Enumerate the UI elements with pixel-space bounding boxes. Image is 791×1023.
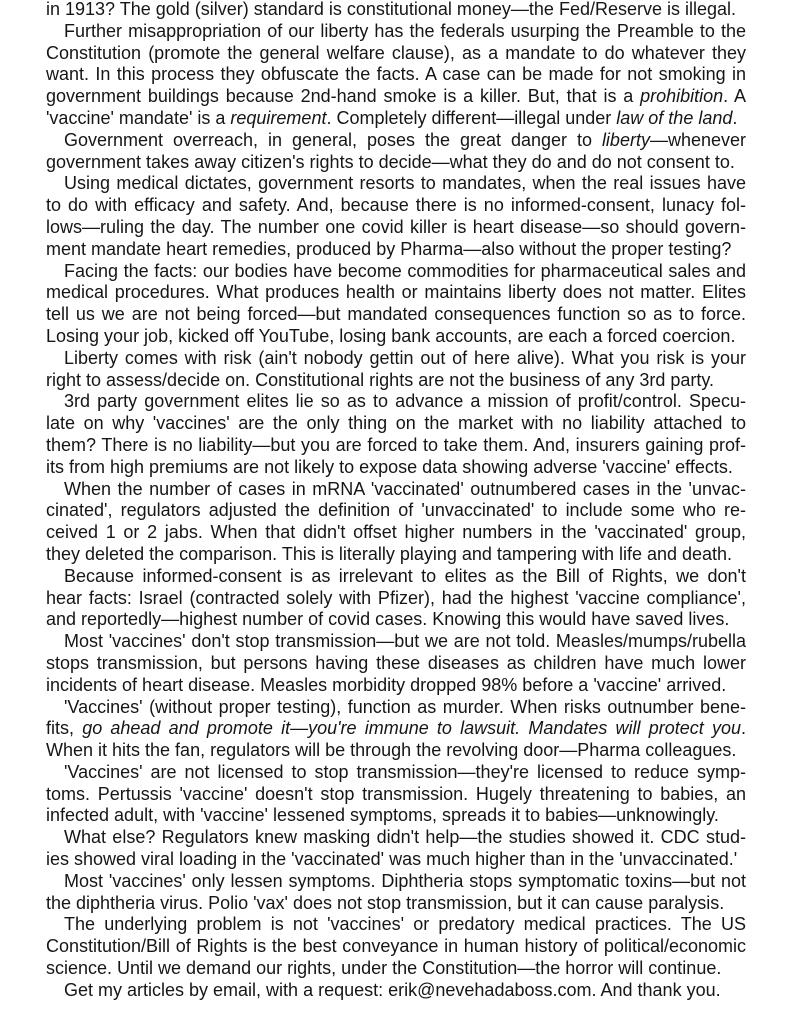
text-line [46, 195, 746, 217]
paragraph [46, 130, 746, 174]
paragraph [46, 261, 746, 348]
text-line [46, 435, 746, 457]
text-line [46, 718, 746, 740]
text-run: When it hits the fan, regulators will be through the revolving door—Pharma colleagues. [46, 740, 737, 761]
text-run: ment mandate heart remedies, produced by Pharma—also without the proper testing? [46, 238, 732, 259]
text-run: Most 'vaccines' only lessen symptoms. Diphtheria stops symptomatic toxins—but not [64, 870, 746, 891]
text-line [46, 871, 746, 893]
emphasis-text: liberty [601, 129, 650, 150]
text-run: fits, [46, 718, 83, 739]
text-line [46, 239, 746, 261]
text-line [46, 86, 746, 108]
text-line [46, 152, 746, 174]
text-run: incidents of heart disease. Measles morbidity dropped 98% before a 'vaccine' arrived. [46, 674, 727, 695]
text-run: Further misappropriation of our liberty has the federals usurping the Preamble to the [64, 20, 746, 41]
text-line [46, 653, 746, 675]
text-run: . Completely different—illegal under [326, 107, 617, 128]
text-run: stops transmission, but persons having these diseases as children have much lower [46, 652, 746, 673]
text-run: medical procedures. What produces health or maintains liberty does not matter. Elites [46, 282, 746, 303]
text-line [46, 21, 746, 43]
paragraph [46, 980, 746, 1002]
paragraph [46, 0, 746, 21]
text-run: . [732, 107, 738, 128]
text-run: . A [723, 86, 747, 107]
text-line [46, 893, 746, 915]
article-body [46, 0, 746, 1002]
paragraph [46, 762, 746, 827]
paragraph [46, 871, 746, 915]
text-line [46, 500, 746, 522]
text-run: Get my articles by email, with a request: erik@nevehadaboss.com. And thank you. [64, 979, 721, 1000]
text-run: the diphtheria virus. Polio 'vax' does not stop transmission, but it can cause paralysis. [46, 892, 725, 913]
paragraph [46, 348, 746, 392]
text-run: Constitution (promote the general welfare clause), as a mandate to do whatever they [46, 42, 746, 63]
text-line [46, 64, 746, 86]
text-run: toms. Pertussis 'vaccine' doesn't stop transmission. Hugely threatening to babies, an [46, 783, 746, 804]
paragraph [46, 173, 746, 260]
text-line [46, 108, 746, 130]
text-run: 3rd party government elites lie so as to advance a mission of profit/control. Specu- [64, 391, 746, 412]
text-run: The underlying problem is not 'vaccines' or predatory medical practices. The US [64, 914, 746, 935]
paragraph [46, 827, 746, 871]
text-line [46, 370, 746, 392]
text-run: cinated', regulators adjusted the definition of 'unvaccinated' to include some who re- [46, 500, 746, 521]
text-run: 'Vaccines' (without proper testing), function as murder. When risks outnumber bene- [64, 696, 746, 717]
text-line [46, 609, 746, 631]
text-run: Most 'vaccines' don't stop transmission—but we are not told. Measles/mumps/rubella [64, 631, 746, 652]
text-line [46, 958, 746, 980]
text-line [46, 522, 746, 544]
text-line [46, 762, 746, 784]
text-line [46, 457, 746, 479]
text-run: Constitution/Bill of Rights is the best conveyance in human history of political/economic [46, 936, 746, 957]
text-line [46, 849, 746, 871]
text-run: Because informed-consent is as irrelevant to elites as the Bill of Rights, we don't [64, 565, 746, 586]
emphasis-text: go ahead and promote it—you're immune to lawsuit. Mandates will protect you [82, 718, 741, 739]
text-line [46, 544, 746, 566]
text-run: and reportedly—highest number of covid cases. Knowing this would have saved lives. [46, 609, 730, 630]
text-line [46, 326, 746, 348]
text-run: 'Vaccines' are not licensed to stop transmission—they're licensed to reduce symp- [64, 761, 746, 782]
text-line [46, 784, 746, 806]
text-line [46, 936, 746, 958]
text-line [46, 130, 746, 152]
emphasis-text: law of the land [616, 107, 733, 128]
text-line [46, 304, 746, 326]
paragraph [46, 566, 746, 631]
text-run: right to assess/decide on. Constitutional rights are not the business of any 3rd party. [46, 369, 715, 390]
text-line [46, 217, 746, 239]
text-run: Government overreach, in general, poses the great danger to [64, 129, 602, 150]
text-run: —whenever [649, 129, 746, 150]
text-line [46, 413, 746, 435]
text-run: government takes away citizen's rights to decide—what they do and do not consent to. [46, 151, 735, 172]
paragraph [46, 697, 746, 762]
text-line [46, 282, 746, 304]
text-run: tell us we are not being forced—but mandated consequences function so as to force. [46, 304, 746, 325]
text-line [46, 740, 746, 762]
text-run: government buildings because 2nd-hand smoke is a killer. But, that is a [46, 86, 641, 107]
paragraph [46, 391, 746, 478]
text-run: them? There is no liability—but you are forced to take them. And, insurers gaining prof- [46, 434, 746, 455]
text-run: infected adult, with 'vaccine' lessened symptoms, spreads it to babies—unknowingly. [46, 805, 719, 826]
text-line [46, 0, 746, 21]
text-line [46, 980, 746, 1002]
text-run: When the number of cases in mRNA 'vaccinated' outnumbered cases in the 'unvac- [64, 478, 746, 499]
text-run: ies showed viral loading in the 'vaccinated' was much higher than in the 'unvaccinated.' [46, 849, 738, 870]
text-run: Facing the facts: our bodies have become commodities for pharmaceutical sales and [64, 260, 746, 281]
text-run: in 1913? The gold (silver) standard is constitutional money—the Fed/Reserve is illegal. [46, 0, 737, 19]
text-line [46, 914, 746, 936]
text-line [46, 173, 746, 195]
paragraph [46, 479, 746, 566]
paragraph [46, 21, 746, 130]
text-line [46, 588, 746, 610]
text-run: Losing your job, kicked off YouTube, losing bank accounts, are each a forced coercion. [46, 325, 736, 346]
paragraph [46, 914, 746, 979]
text-line [46, 566, 746, 588]
text-run: Using medical dictates, government resorts to mandates, when the real issues have [64, 173, 746, 194]
paragraph [46, 631, 746, 696]
text-line [46, 43, 746, 65]
text-run: they deleted the comparison. This is literally playing and tampering with life and death. [46, 543, 733, 564]
text-run: lows—ruling the day. The number one covid killer is heart disease—so should govern- [46, 216, 746, 237]
text-run: . [740, 718, 746, 739]
text-run: ceived 1 or 2 jabs. When that didn't offset higher numbers in the 'vaccinated' group, [46, 522, 746, 543]
text-run: hear facts: Israel (contracted solely with Pfizer), had the highest 'vaccine compliance', [46, 587, 746, 608]
text-run: What else? Regulators knew masking didn't help—the studies showed it. CDC stud- [64, 827, 746, 848]
text-line [46, 348, 746, 370]
text-run: want. In this process they obfuscate the facts. A case can be made for not smoking in [46, 64, 746, 85]
text-line [46, 391, 746, 413]
text-run: Liberty comes with risk (ain't nobody gettin out of here alive). What you risk is your [64, 347, 746, 368]
text-run: to do with efficacy and safety. And, because there is no informed-consent, lunacy fol- [46, 195, 746, 216]
emphasis-text: prohibition [640, 86, 724, 107]
text-line [46, 261, 746, 283]
text-line [46, 805, 746, 827]
emphasis-text: requirement [230, 107, 327, 128]
text-line [46, 479, 746, 501]
text-line [46, 697, 746, 719]
text-run: science. Until we demand our rights, under the Constitution—the horror will continue. [46, 958, 722, 979]
text-run: late on why 'vaccines' are the only thing on the market with no liability attached to [46, 413, 746, 434]
text-line [46, 827, 746, 849]
text-line [46, 675, 746, 697]
text-run: 'vaccine' mandate' is a [46, 107, 231, 128]
text-run: its from high premiums are not likely to expose data showing adverse 'vaccine' effects. [46, 456, 733, 477]
text-line [46, 631, 746, 653]
